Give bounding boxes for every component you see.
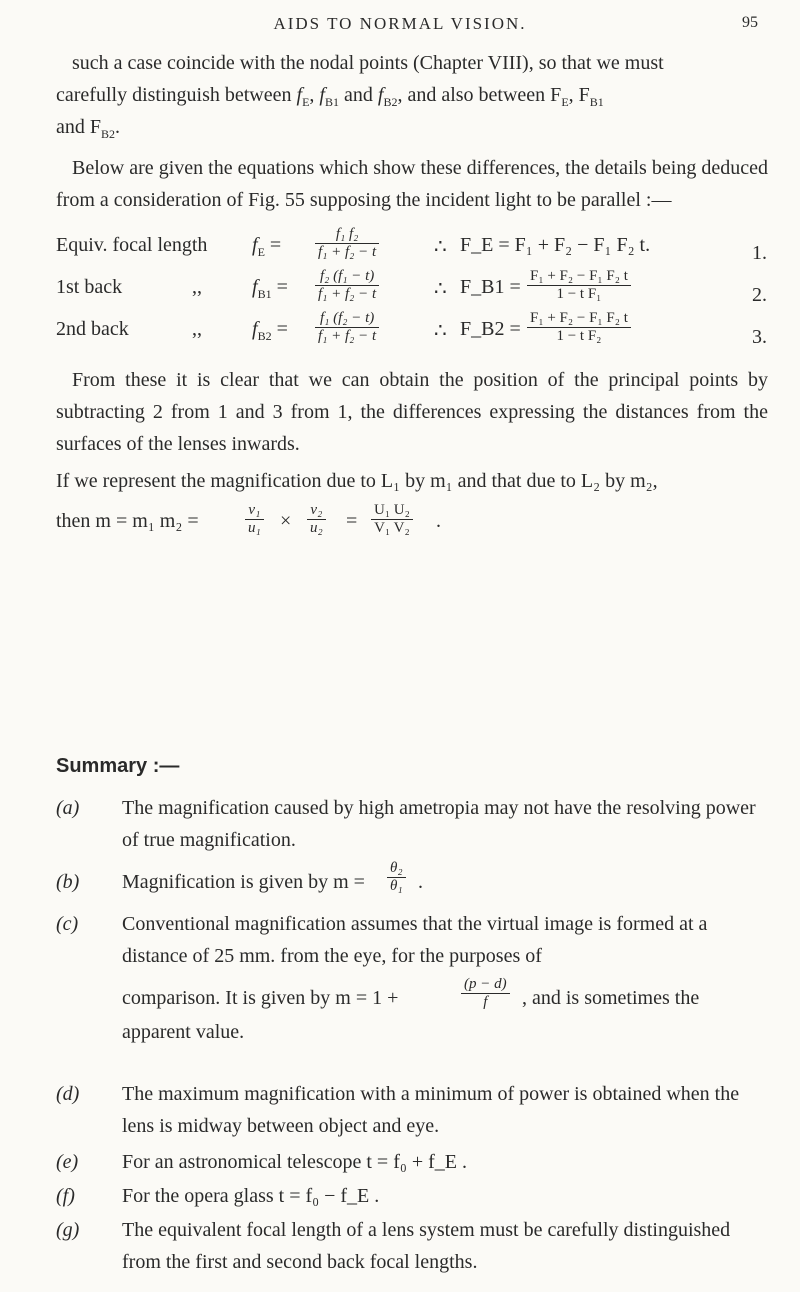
summary-item-a-text: The magnification caused by high ametropia may not have the resolving power of true magnification. [122,797,756,851]
equation-3-rhs-lhs: F_B2 = [460,318,521,340]
equation-2-rhs-denominator: 1 − t F₁ [556,286,602,302]
magnification-fraction-3-den: V₁ V₂ [374,520,410,536]
summary-item-b-num: θ₂ [387,860,406,878]
page-number: 95 [742,14,758,31]
symbol-fB2: f [377,84,384,106]
equation-1-numerator: f₁ f₂ [315,226,379,244]
intro-and: and [338,84,378,106]
equation-3-rhs-fraction [524,310,634,345]
equation-3-fraction [312,310,382,345]
summary-item-c-fraction [461,976,510,1011]
equation-1-number: 1. [752,242,767,264]
summary-item-g-label: (g) [56,1219,80,1241]
summary-item-a-label: (a) [56,797,80,819]
summary-item-e [56,1146,766,1178]
intro-line-2-text-a: carefully distinguish between [56,84,297,106]
equation-2-fraction [312,268,382,303]
summary-item-d-text: The maximum magnification with a minimum of power is obtained when the lens is midway between object and eye. [122,1083,740,1137]
summary-item-c-text: Conventional magnification assumes that the virtual image is formed at a distance of 25 mm. from the eye, for the purposes of [122,913,708,967]
equation-3-label: 2nd back [56,318,129,340]
summary-item-a [56,792,766,856]
equation-row-3 [56,310,776,354]
equation-2-rhs-lhs: F_B1 = [460,276,521,298]
equation-2-denominator: f₁ + f₂ − t [318,286,377,302]
summary-item-c-den: f [483,994,488,1010]
magnification-fraction-2 [307,502,326,537]
equation-3-rhs-numerator: F₁ + F₂ − F₁ F₂ t [527,310,631,328]
summary-title: Summary :— [56,755,180,777]
equation-3-number: 3. [752,326,767,348]
summary-item-b-den: θ₁ [390,878,403,894]
summary-item-e-text: For an astronomical telescope t = f₀ + f_E . [122,1151,467,1173]
intro-line-3-text: and F [56,116,101,138]
equation-3-numerator: f₁ (f₂ − t) [315,310,379,328]
equation-2-rhs-numerator: F₁ + F₂ − F₁ F₂ t [527,268,631,286]
symbol-fB1: f [319,84,325,106]
summary-item-b-text-a: Magnification is given by m = [122,871,365,893]
equation-1-fraction [312,226,382,261]
equation-2-therefore: ∴ [434,278,447,300]
magnification-fraction-3 [371,502,413,537]
magnification-fraction-3-num: U₁ U₂ [371,502,413,520]
summary-item-g-text: The equivalent focal length of a lens system must be carefully distinguished from the first and second back focal lengths. [122,1219,731,1273]
equation-2-ditto: ,, [192,276,202,298]
magnification-end: . [436,510,441,532]
summary-item-d [56,1078,766,1142]
magnification-equals: = [346,510,358,532]
equation-3-ditto: ,, [192,318,202,340]
equation-2-lhs: $f_{B1}$ = [252,276,288,301]
summary-item-c-num: (p − d) [461,976,510,994]
magnification-then: then m = m₁ m₂ = [56,510,199,532]
intro-comma: , [309,84,320,106]
magnification-fraction-2-den: u₂ [310,520,323,536]
equation-1-therefore: ∴ [434,236,447,258]
paragraph-equations-intro: Below are given the equations which show these differences, the details being deduced from a consideration of Fig. 55 supposing the incident light to be parallel :— [56,157,768,211]
equation-row-2 [56,268,776,312]
equation-2-number: 2. [752,284,767,306]
summary-item-b-text-b: . [418,871,423,893]
running-head: AIDS TO NORMAL VISION. [273,14,527,33]
equation-1-lhs: $f_E$ = [252,234,282,259]
equation-3-rhs-denominator: 1 − t F₂ [556,328,602,344]
summary-item-c-text3: apparent value. [122,1021,245,1043]
intro-line-1: such a case coincide with the nodal points (Chapter VIII), so that we must [72,52,664,74]
magnification-times: × [280,510,292,532]
equation-2-numerator: f₂ (f₁ − t) [315,268,379,286]
intro-line-2-text-b: , and also between F [397,84,562,106]
summary-item-f-label: (f) [56,1185,75,1207]
intro-line-3: and $F_{B2}$. [56,116,121,141]
magnification-fraction-1 [245,502,264,537]
paragraph-principal-points: From these it is clear that we can obtain the position of the principal points by subtracting 2 from 1 and 3 from 1, the differences expressing the distances from the surfaces of the lenses inwards. [56,369,768,455]
magnification-fraction-1-num: v₁ [245,502,264,520]
equation-3-therefore: ∴ [434,320,447,342]
symbol-fE: f [296,84,303,106]
equation-1-denominator: f₁ + f₂ − t [318,244,377,260]
summary-item-f [56,1180,766,1212]
magnification-line-1: If we represent the magnification due to L₁ by m₁ and that due to L₂ by m₂, [56,470,658,492]
equation-2-rhs-fraction [524,268,634,303]
equation-row-1 [56,226,776,270]
summary-item-c-text2-b: , and is sometimes the [522,987,700,1009]
summary-item-b-fraction [387,860,406,895]
magnification-fraction-2-num: v₂ [307,502,326,520]
summary-item-b-label: (b) [56,871,80,893]
summary-item-g [56,1214,766,1278]
summary-item-e-label: (e) [56,1151,79,1173]
summary-item-c [56,908,766,1048]
summary-item-c-text2-a: comparison. It is given by m = 1 + [122,987,399,1009]
equation-3-denominator: f₁ + f₂ − t [318,328,377,344]
equation-1-label: Equiv. focal length [56,234,208,256]
intro-line-2: carefully distinguish between $f_E$, $f_{B1}$ and $f_{B2}$, and also between $F_E$, $F_{B1}$ [56,84,604,109]
summary-item-f-text: For the opera glass t = f₀ − f_E . [122,1185,380,1207]
equation-3-lhs: $f_{B2}$ = [252,318,288,343]
magnification-fraction-1-den: u₁ [248,520,261,536]
summary-item-b [56,860,766,900]
equation-2-label: 1st back [56,276,123,298]
summary-item-d-label: (d) [56,1083,80,1105]
equation-1-rhs: F_E = F₁ + F₂ − F₁ F₂ t. [460,234,651,256]
summary-item-c-label: (c) [56,913,79,935]
